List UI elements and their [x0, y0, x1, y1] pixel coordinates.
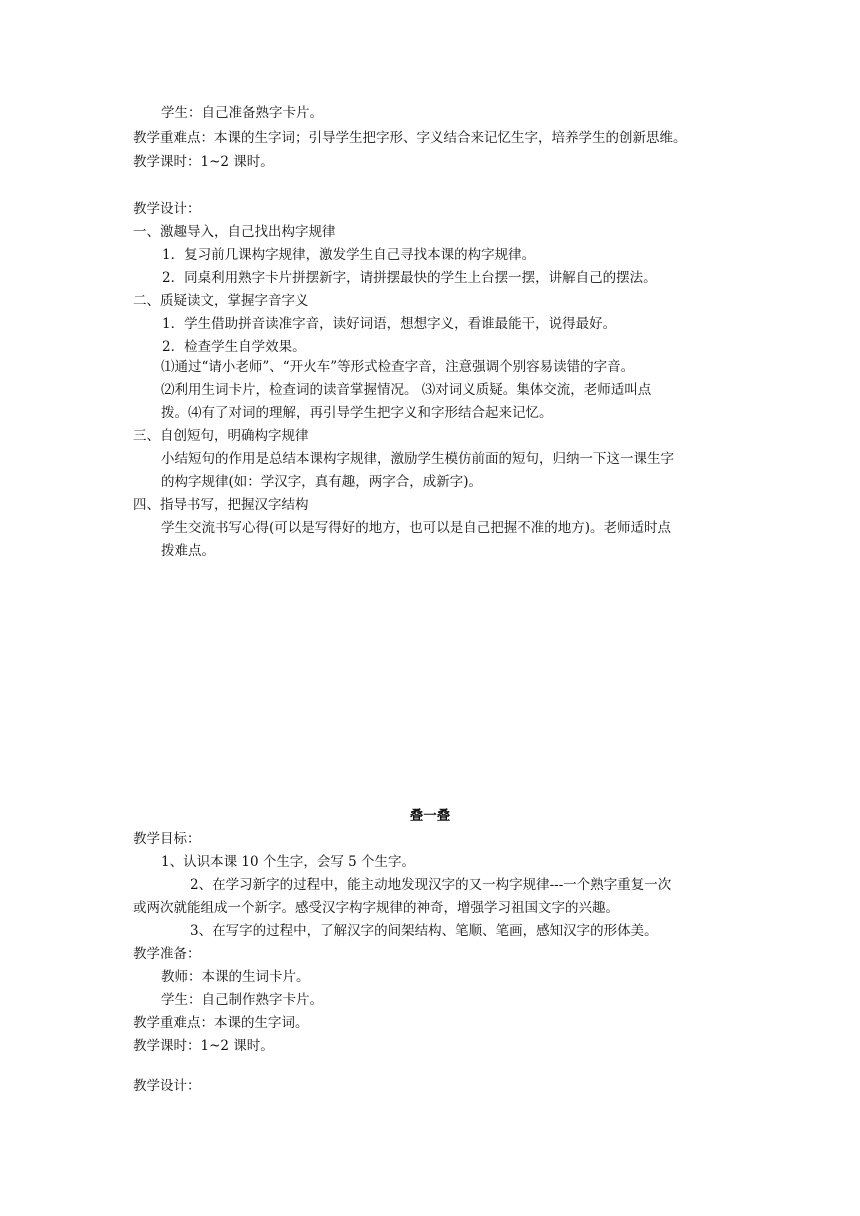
goals-heading: 教学目标：: [133, 831, 201, 847]
step2-title: 二、质疑读文，掌握字音字义: [133, 293, 309, 309]
goal-2-line2: 或两次就能组成一个新字。感受汉字构字规律的神奇，增强学习祖国文字的兴趣。: [133, 900, 619, 916]
goal-3: 3、在写字的过程中，了解汉字的间架结构、笔顺、笔画，感知汉字的形体美。: [190, 923, 658, 939]
prep-student-line-2: 学生：自己制作熟字卡片。: [161, 992, 323, 1008]
step4-line1: 学生交流书写心得(可以是写得好的地方，也可以是自己把握不准的地方)。老师适时点: [161, 520, 672, 536]
goal-1: 1、认识本课 10 个生字，会写 5 个生字。: [161, 854, 416, 870]
prep-teacher-line: 教师：本课的生词卡片。: [161, 969, 310, 985]
step3-line2: 的构字规律(如：学汉字，真有趣，两字合，成新字)。: [161, 474, 483, 490]
step2-sub2-line1: ⑵利用生词卡片，检查词的读音掌握情况。 ⑶对词义质疑。集体交流，老师适叫点: [161, 382, 652, 398]
step2-sub1: ⑴通过“请小老师”、“开火车”等形式检查字音，注意强调个别容易读错的字音。: [161, 359, 635, 375]
step3-line1: 小结短句的作用是总结本课构字规律，激励学生模仿前面的短句，归纳一下这一课生字: [161, 451, 674, 467]
step4-title: 四、指导书写，把握汉字结构: [133, 497, 309, 513]
step1-item2: 2．同桌利用熟字卡片拼摆新字，请拼摆最快的学生上台摆一摆，讲解自己的摆法。: [162, 270, 657, 286]
step4-line2: 拨难点。: [161, 543, 215, 559]
step2-sub2-line2: 拨。⑷有了对词的理解，再引导学生把字义和字形结合起来记忆。: [161, 405, 553, 421]
step1-item1: 1．复习前几课构字规律，激发学生自己寻找本课的构字规律。: [162, 247, 536, 263]
class-hours-line: 教学课时：1~2 课时。: [133, 154, 274, 170]
step2-item1: 1．学生借助拼音读准字音，读好词语，想想字义，看谁最能干，说得最好。: [162, 316, 617, 332]
prep-heading: 教学准备：: [133, 946, 201, 962]
class-hours-line-2: 教学课时：1~2 课时。: [133, 1038, 274, 1054]
goal-2-line1: 2、在学习新字的过程中，能主动地发现汉字的又一构字规律---一个熟字重复一次: [190, 877, 672, 893]
design-heading: 教学设计：: [133, 201, 201, 217]
prep-student-line: 学生：自己准备熟字卡片。: [161, 105, 323, 121]
step3-title: 三、自创短句，明确构字规律: [133, 428, 309, 444]
key-points-line: 教学重难点：本课的生字词；引导学生把字形、字义结合来记忆生字，培养学生的创新思维。: [133, 130, 687, 146]
step1-title: 一、激趣导入，自己找出构字规律: [133, 224, 336, 240]
lesson-title: 叠一叠: [409, 808, 451, 824]
design-heading-2: 教学设计：: [133, 1078, 201, 1094]
step2-item2: 2．检查学生自学效果。: [162, 339, 306, 355]
key-points-line-2: 教学重难点：本课的生字词。: [133, 1015, 309, 1031]
